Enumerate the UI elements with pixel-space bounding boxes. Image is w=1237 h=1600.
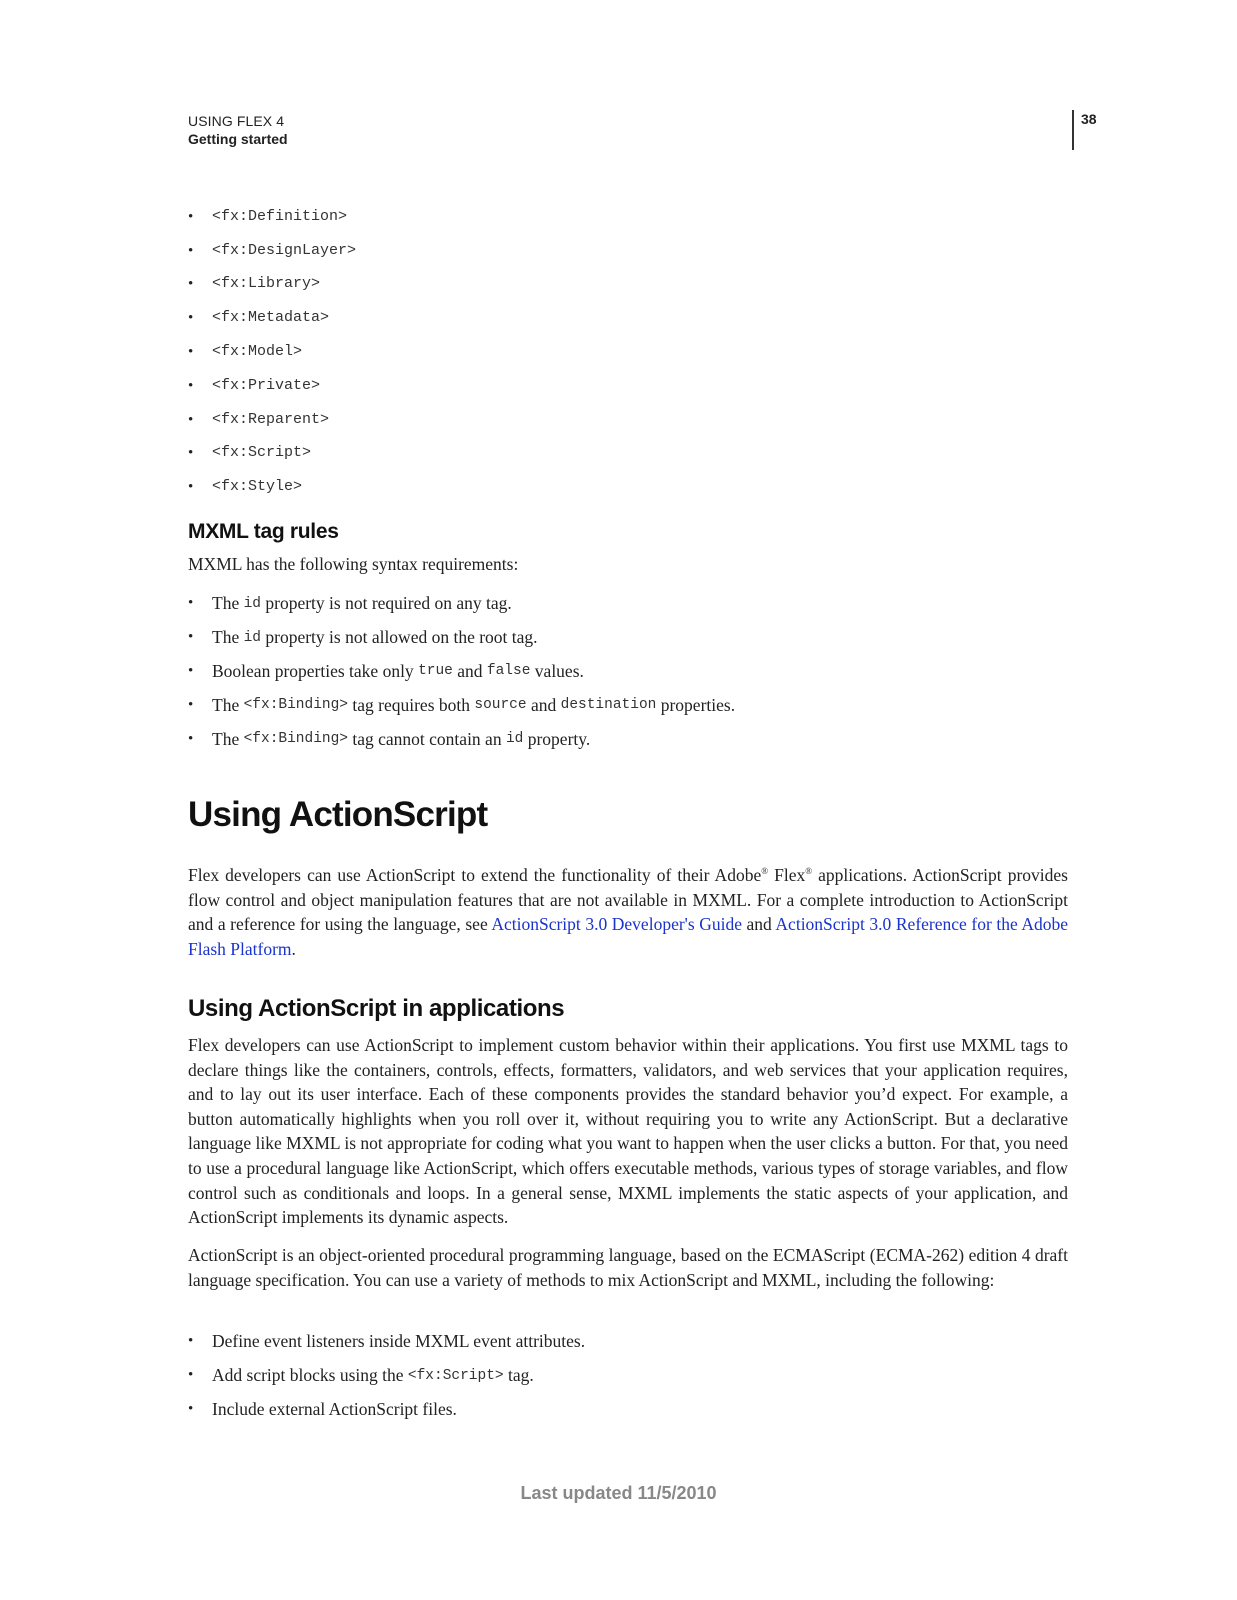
bullet-icon: • xyxy=(188,662,194,679)
bullet-icon: • xyxy=(188,242,194,259)
list-item: • <fx:Metadata> xyxy=(188,301,688,335)
bullet-icon: • xyxy=(188,276,194,293)
mxml-rules-list xyxy=(188,587,1068,756)
flash-reference-link[interactable]: ActionScript 3.0 Reference for the Adobe Flash Platform xyxy=(188,914,1068,959)
fx-tag-list xyxy=(188,200,688,504)
list-item: • The <fx:Binding> tag requires both source and destination properties. xyxy=(188,694,736,715)
bullet-icon: • xyxy=(188,479,194,496)
list-item: • Include external ActionScript files. xyxy=(188,1398,457,1419)
bullet-icon: • xyxy=(188,208,194,225)
developers-guide-link[interactable]: ActionScript 3.0 Developer's Guide xyxy=(491,914,742,935)
list-item: • <fx:Private> xyxy=(188,369,688,403)
bullet-icon: • xyxy=(188,1333,194,1350)
bullet-icon: • xyxy=(188,411,194,428)
bullet-icon: • xyxy=(188,629,194,646)
list-item: • The id property is not allowed on the root tag. xyxy=(188,627,538,648)
list-item: • <fx:DesignLayer> xyxy=(188,234,688,268)
page-number: 38 xyxy=(1081,111,1097,127)
bullet-icon: • xyxy=(188,310,194,327)
list-item: • The id property is not required on any tag. xyxy=(188,593,512,614)
section-intro-paragraph: Flex developers can use ActionScript to extend the functionality of their Adobe® Flex® applications. ActionScript provides flow control and object manipulation features that are not available in MXML. For a complete introduction to ActionScript and a reference for using the language, see ActionScript 3.0 Developer's Guide and ActionScript 3.0 Reference for the Adobe Flash Platform. xyxy=(188,865,1073,959)
list-item: • Define event listeners inside MXML event attributes. xyxy=(188,1331,586,1352)
list-item: • The <fx:Binding> tag cannot contain an id property. xyxy=(188,728,591,749)
list-item: • <fx:Library> xyxy=(188,268,688,302)
list-item: • <fx:Style> xyxy=(188,470,688,504)
subsection-title: Using ActionScript in applications xyxy=(188,995,565,1022)
mxml-rules-intro: MXML has the following syntax requirements: xyxy=(188,554,519,574)
header-chapter-title: Getting started xyxy=(188,131,288,147)
bullet-icon: • xyxy=(188,1367,194,1384)
header-divider xyxy=(1072,110,1074,150)
subsection-paragraph-2: ActionScript is an object-oriented procedural programming language, based on the ECMAScript (ECMA-262) edition 4 draft language specification. You can use a variety of methods to mix ActionScript and MXML, including the following: xyxy=(188,1245,1068,1290)
bullet-icon: • xyxy=(188,377,194,394)
section-title: Using ActionScript xyxy=(188,795,488,834)
header-doc-title: USING FLEX 4 xyxy=(188,113,285,129)
running-header xyxy=(188,112,288,149)
mixing-methods-list xyxy=(188,1325,1068,1426)
subsection-paragraph-1: Flex developers can use ActionScript to implement custom behavior within their applications. You first use MXML tags to declare things like the containers, controls, effects, formatters, validators, and web services that your application requires, and to lay out its user interface. Each of these components provides the standard behavior you’d expect. For example, a button automatically highlights when you roll over it, without requiring you to write any ActionScript. But a declarative language like MXML is not appropriate for coding what you want to happen when the user clicks a button. For that, you need to use a procedural language like ActionScript, which offers executable methods, various types of storage variables, and flow control such as conditionals and loops. In a general sense, MXML implements the static aspects of your application, and ActionScript implements its dynamic aspects. xyxy=(188,1035,1068,1228)
list-item: • <fx:Reparent> xyxy=(188,403,688,437)
list-item: • Boolean properties take only true and false values. xyxy=(188,660,584,681)
bullet-icon: • xyxy=(188,696,194,713)
list-item: • <fx:Model> xyxy=(188,335,688,369)
bullet-icon: • xyxy=(188,595,194,612)
bullet-icon: • xyxy=(188,1400,194,1417)
bullet-icon: • xyxy=(188,730,194,747)
bullet-icon: • xyxy=(188,445,194,462)
list-item: • <fx:Definition> xyxy=(188,200,688,234)
list-item: • <fx:Script> xyxy=(188,437,688,471)
mxml-rules-heading: MXML tag rules xyxy=(188,520,339,543)
last-updated-footer: Last updated 11/5/2010 xyxy=(520,1483,717,1503)
bullet-icon: • xyxy=(188,344,194,361)
list-item: • Add script blocks using the <fx:Script> tag. xyxy=(188,1365,534,1386)
